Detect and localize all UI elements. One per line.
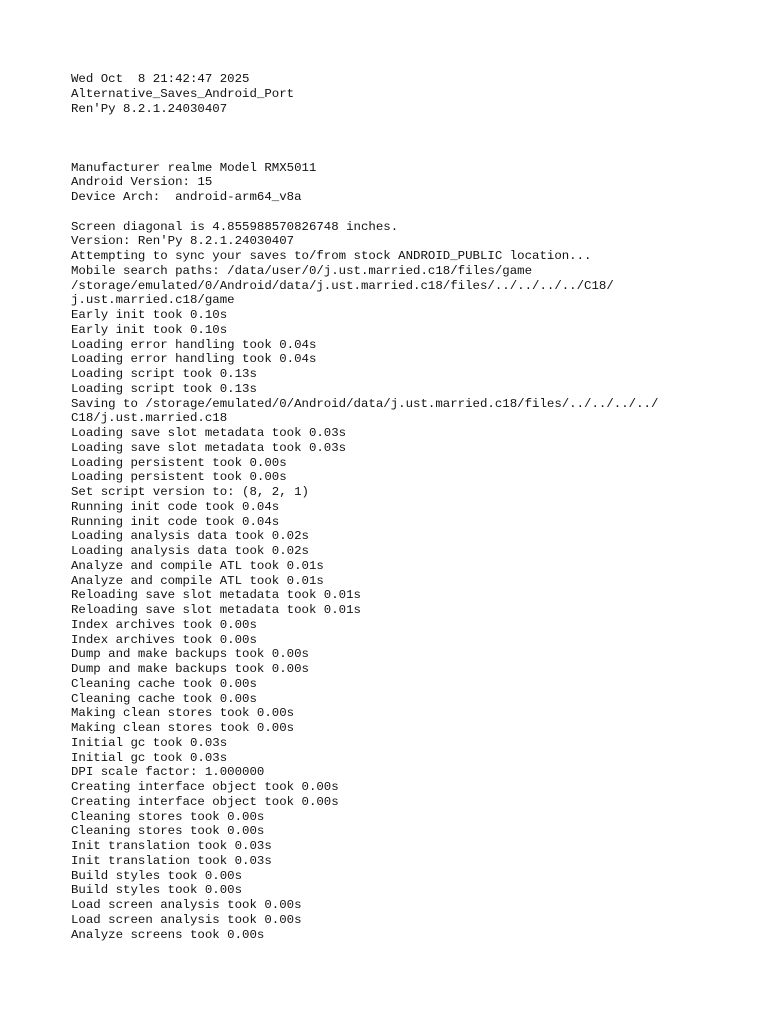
log-line: Loading error handling took 0.04s [71, 337, 317, 352]
log-line: DPI scale factor: 1.000000 [71, 765, 265, 780]
log-line: Loading save slot metadata took 0.03s [71, 426, 347, 440]
log-line: Cleaning cache took 0.00s [71, 676, 257, 691]
log-line: Dump and make backups took 0.00s [71, 662, 309, 676]
log-line: Version: Ren'Py 8.2.1.24030407 [71, 234, 295, 249]
log-line: Index archives took 0.00s [71, 632, 257, 647]
log-line: /storage/emulated/0/Android/data/j.ust.married.c18/files/../../../../C18/ [71, 278, 614, 293]
log-line: Loading error handling took 0.04s [71, 352, 317, 367]
log-line: Analyze and compile ATL took 0.01s [71, 573, 324, 588]
log-line: C18/j.ust.married.c18 [71, 411, 228, 426]
log-line: Making clean stores took 0.00s [71, 721, 295, 735]
log-line: Set script version to: (8, 2, 1) [71, 485, 309, 499]
log-line: Running init code took 0.04s [71, 499, 280, 514]
log-line: Loading analysis data took 0.02s [71, 529, 309, 544]
log-line: Running init code took 0.04s [71, 514, 280, 529]
log-line: Early init took 0.10s [71, 322, 228, 337]
log-line: Early init took 0.10s [71, 308, 228, 322]
log-line: Loading save slot metadata took 0.03s [71, 440, 347, 455]
log-line: Manufacturer realme Model RMX5011 [71, 160, 317, 175]
log-line: Android Version: 15 [71, 175, 213, 190]
log-line: Loading analysis data took 0.02s [71, 544, 309, 558]
log-line [71, 116, 751, 131]
log-line: Alternative_Saves_Android_Port [71, 86, 295, 101]
log-line: Attempting to sync your saves to/from stock ANDROID_PUBLIC location... [71, 249, 592, 263]
log-line: Build styles took 0.00s [71, 868, 243, 883]
log-line: Reloading save slot metadata took 0.01s [71, 588, 361, 603]
log-line: Saving to /storage/emulated/0/Android/data/j.ust.married.c18/files/../../../../ [71, 396, 659, 411]
log-line: Creating interface object took 0.00s [71, 794, 339, 809]
log-line: Loading persistent took 0.00s [71, 470, 287, 485]
log-line: Loading script took 0.13s [71, 367, 257, 381]
log-line: Screen diagonal is 4.855988570826748 inches. [71, 219, 399, 234]
log-line: Load screen analysis took 0.00s [71, 898, 302, 912]
log-line: Dump and make backups took 0.00s [71, 647, 309, 662]
log-line: Mobile search paths: /data/user/0/j.ust.married.c18/files/game [71, 263, 533, 278]
log-line: Making clean stores took 0.00s [71, 706, 295, 721]
log-text [71, 72, 751, 942]
log-line [71, 131, 751, 146]
log-line [71, 205, 751, 220]
log-line: Initial gc took 0.03s [71, 735, 228, 750]
log-line: Index archives took 0.00s [71, 617, 257, 632]
log-line: Cleaning cache took 0.00s [71, 691, 257, 706]
log-line: j.ust.married.c18/game [71, 293, 235, 308]
log-line: Initial gc took 0.03s [71, 750, 228, 765]
log-line: Loading script took 0.13s [71, 381, 257, 396]
log-line [71, 146, 751, 161]
log-line: Reloading save slot metadata took 0.01s [71, 603, 361, 617]
log-line: Init translation took 0.03s [71, 839, 272, 853]
log-line: Build styles took 0.00s [71, 883, 243, 898]
log-line: Wed Oct 8 21:42:47 2025 [71, 72, 250, 86]
log-line: Device Arch: android-arm64_v8a [71, 190, 302, 204]
log-line: Cleaning stores took 0.00s [71, 824, 265, 839]
log-line: Load screen analysis took 0.00s [71, 912, 302, 927]
log-line: Creating interface object took 0.00s [71, 780, 339, 794]
log-line: Ren'Py 8.2.1.24030407 [71, 101, 228, 116]
log-line: Cleaning stores took 0.00s [71, 809, 265, 824]
log-line: Analyze screens took 0.00s [71, 927, 265, 942]
log-line: Analyze and compile ATL took 0.01s [71, 558, 324, 573]
log-line: Init translation took 0.03s [71, 853, 272, 868]
log-line: Loading persistent took 0.00s [71, 455, 287, 470]
